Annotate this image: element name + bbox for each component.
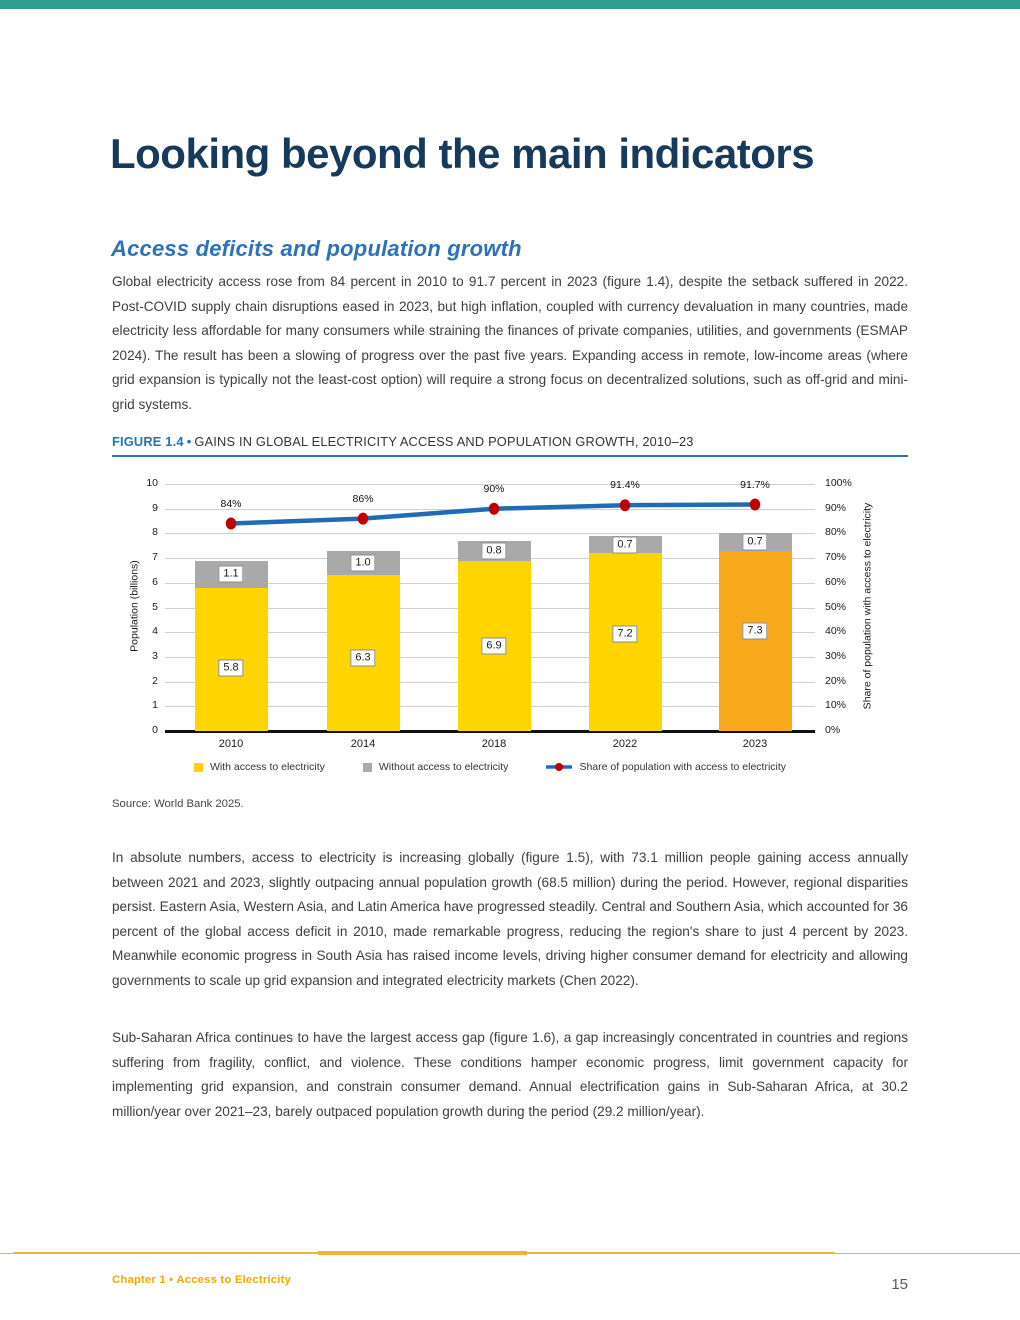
figure-title: GAINS IN GLOBAL ELECTRICITY ACCESS AND POPULATION GROWTH, 2010–23 [194, 434, 694, 449]
legend-label-1: With access to electricity [209, 761, 325, 773]
chart-legend [165, 761, 815, 773]
y-axis-tick-left: 5 [152, 600, 158, 613]
y-axis-tick-left: 7 [152, 551, 158, 564]
x-axis-tick-2014: 2014 [350, 738, 376, 750]
legend-swatch-with-access [194, 763, 203, 772]
y-axis-tick-right: 90% [825, 501, 847, 514]
paragraph-absolute-numbers: In absolute numbers, access to electricity is increasing globally (figure 1.5), with 73.1 million people gaining access annually between 2021 and 2023, slightly outpacing annual population growth (68.5 million) during the period. However, regional disparities persist. Eastern Asia, Western Asia, and Latin America have progressed steadily. Central and Southern Asia, which accounted for 36 percent of the global access deficit in 2010, made remarkable progress, reducing the region's share to just 4 percent by 2023. Meanwhile economic progress in South Asia has raised income levels, driving higher consumer demand for electricity and allowing governments to scale up grid expansion and integrated electricity markets (Chen 2022). [112, 850, 908, 988]
footer-rule-thick [318, 1251, 527, 1255]
legend-swatch-share-line [546, 762, 572, 772]
bar-label-without-access-2014: 1.0 [350, 555, 375, 572]
share-point-2010 [226, 518, 236, 530]
y-axis-tick-left: 6 [152, 575, 158, 588]
figure-label: FIGURE 1.4 [112, 434, 184, 449]
x-axis-tick-2022: 2022 [612, 738, 638, 750]
legend-label-3: Share of population with access to electricity [579, 761, 787, 773]
page-title: Looking beyond the main indicators [110, 130, 815, 178]
footer-page-number: 15 [891, 1276, 908, 1293]
y-axis-tick-right: 30% [825, 649, 847, 662]
paragraph-sub-saharan-africa: Sub-Saharan Africa continues to have the largest access gap (figure 1.6), a gap increasingly concentrated in countries and regions suffering from fragility, conflict, and violence. These conditions hamper economic progress, limit government capacity for implementing grid expansion, and constrain consumer demand. Annual electrification gains in Sub-Saharan Africa, at 30.2 million/year over 2021–23, barely outpaced population growth during the period (29.2 million/year). [112, 1030, 908, 1119]
y-axis-label-right: Share of population with access to electricity [861, 502, 873, 709]
share-line-plot [112, 468, 908, 798]
bar-label-without-access-2023: 0.7 [742, 534, 767, 551]
y-axis-tick-right: 20% [825, 674, 847, 687]
section-heading: Access deficits and population growth [111, 236, 522, 262]
y-axis-tick-right: 10% [825, 699, 847, 712]
y-axis-tick-right: 70% [825, 551, 847, 564]
y-axis-tick-left: 10 [146, 477, 158, 489]
y-axis-tick-left: 2 [152, 674, 158, 687]
y-axis-tick-right: 60% [825, 575, 847, 588]
share-point-label-2014: 86% [352, 492, 374, 505]
x-axis-tick-2023: 2023 [742, 738, 768, 750]
y-axis-tick-right: 40% [825, 625, 847, 638]
figure-1-4-chart [112, 468, 908, 798]
y-axis-tick-left: 8 [152, 526, 158, 539]
x-axis-tick-2010: 2010 [218, 738, 244, 750]
y-axis-tick-left: 1 [152, 699, 158, 712]
legend-item-1 [194, 761, 325, 773]
share-point-label-2022: 91.4% [610, 479, 640, 492]
x-axis-tick-2018: 2018 [481, 738, 507, 750]
legend-item-3 [546, 761, 786, 773]
share-point-2022 [620, 499, 630, 511]
legend-label-2: Without access to electricity [378, 761, 509, 773]
bar-label-without-access-2022: 0.7 [612, 536, 637, 553]
bar-label-with-access-2014: 6.3 [350, 649, 375, 666]
y-axis-tick-right: 0% [825, 724, 841, 736]
y-axis-tick-right: 50% [825, 600, 847, 613]
bar-label-with-access-2022: 7.2 [612, 626, 637, 643]
bar-label-with-access-2023: 7.3 [742, 622, 767, 639]
figure-rule [112, 455, 908, 457]
y-axis-tick-right: 100% [825, 477, 852, 489]
share-point-2014 [358, 513, 368, 525]
figure-bullet: • [186, 434, 192, 449]
y-axis-tick-left: 4 [152, 625, 158, 638]
figure-caption [112, 434, 908, 449]
top-accent-bar [0, 0, 1020, 9]
y-axis-tick-right: 80% [825, 526, 847, 539]
y-axis-tick-left: 9 [152, 501, 158, 514]
paragraph-access-overview: Global electricity access rose from 84 percent in 2010 to 91.7 percent in 2023 (figure 1.4), despite the setback suffered in 2022. Post-COVID supply chain disruptions eased in 2023, but high inflation, coupled with currency devaluation in many countries, made electricity less affordable for many consumers while straining the finances of private companies, utilities, and governments (ESMAP 2024). The result has been a slowing of progress over the past five years. Expanding access in remote, low-income areas (where grid expansion is typically not the least-cost option) will require a strong focus on decentralized solutions, such as off-grid and mini-grid systems. [112, 274, 908, 412]
bar-label-without-access-2018: 0.8 [481, 542, 506, 559]
figure-source: Source: World Bank 2025. [112, 798, 244, 810]
share-point-2023 [750, 499, 760, 511]
bar-label-without-access-2010: 1.1 [218, 566, 243, 583]
share-point-2018 [489, 503, 499, 515]
share-point-label-2018: 90% [483, 482, 505, 495]
y-axis-tick-left: 3 [152, 649, 158, 662]
y-axis-label-left: Population (billions) [128, 559, 140, 652]
bar-label-with-access-2010: 5.8 [218, 659, 243, 676]
y-axis-tick-left: 0 [152, 724, 158, 736]
legend-swatch-without-access [363, 763, 372, 772]
footer-chapter-label: Chapter 1 • Access to Electricity [112, 1274, 292, 1286]
bar-label-with-access-2018: 6.9 [481, 637, 506, 654]
share-point-label-2023: 91.7% [740, 478, 770, 491]
legend-item-2 [363, 761, 509, 773]
share-point-label-2010: 84% [220, 497, 242, 510]
